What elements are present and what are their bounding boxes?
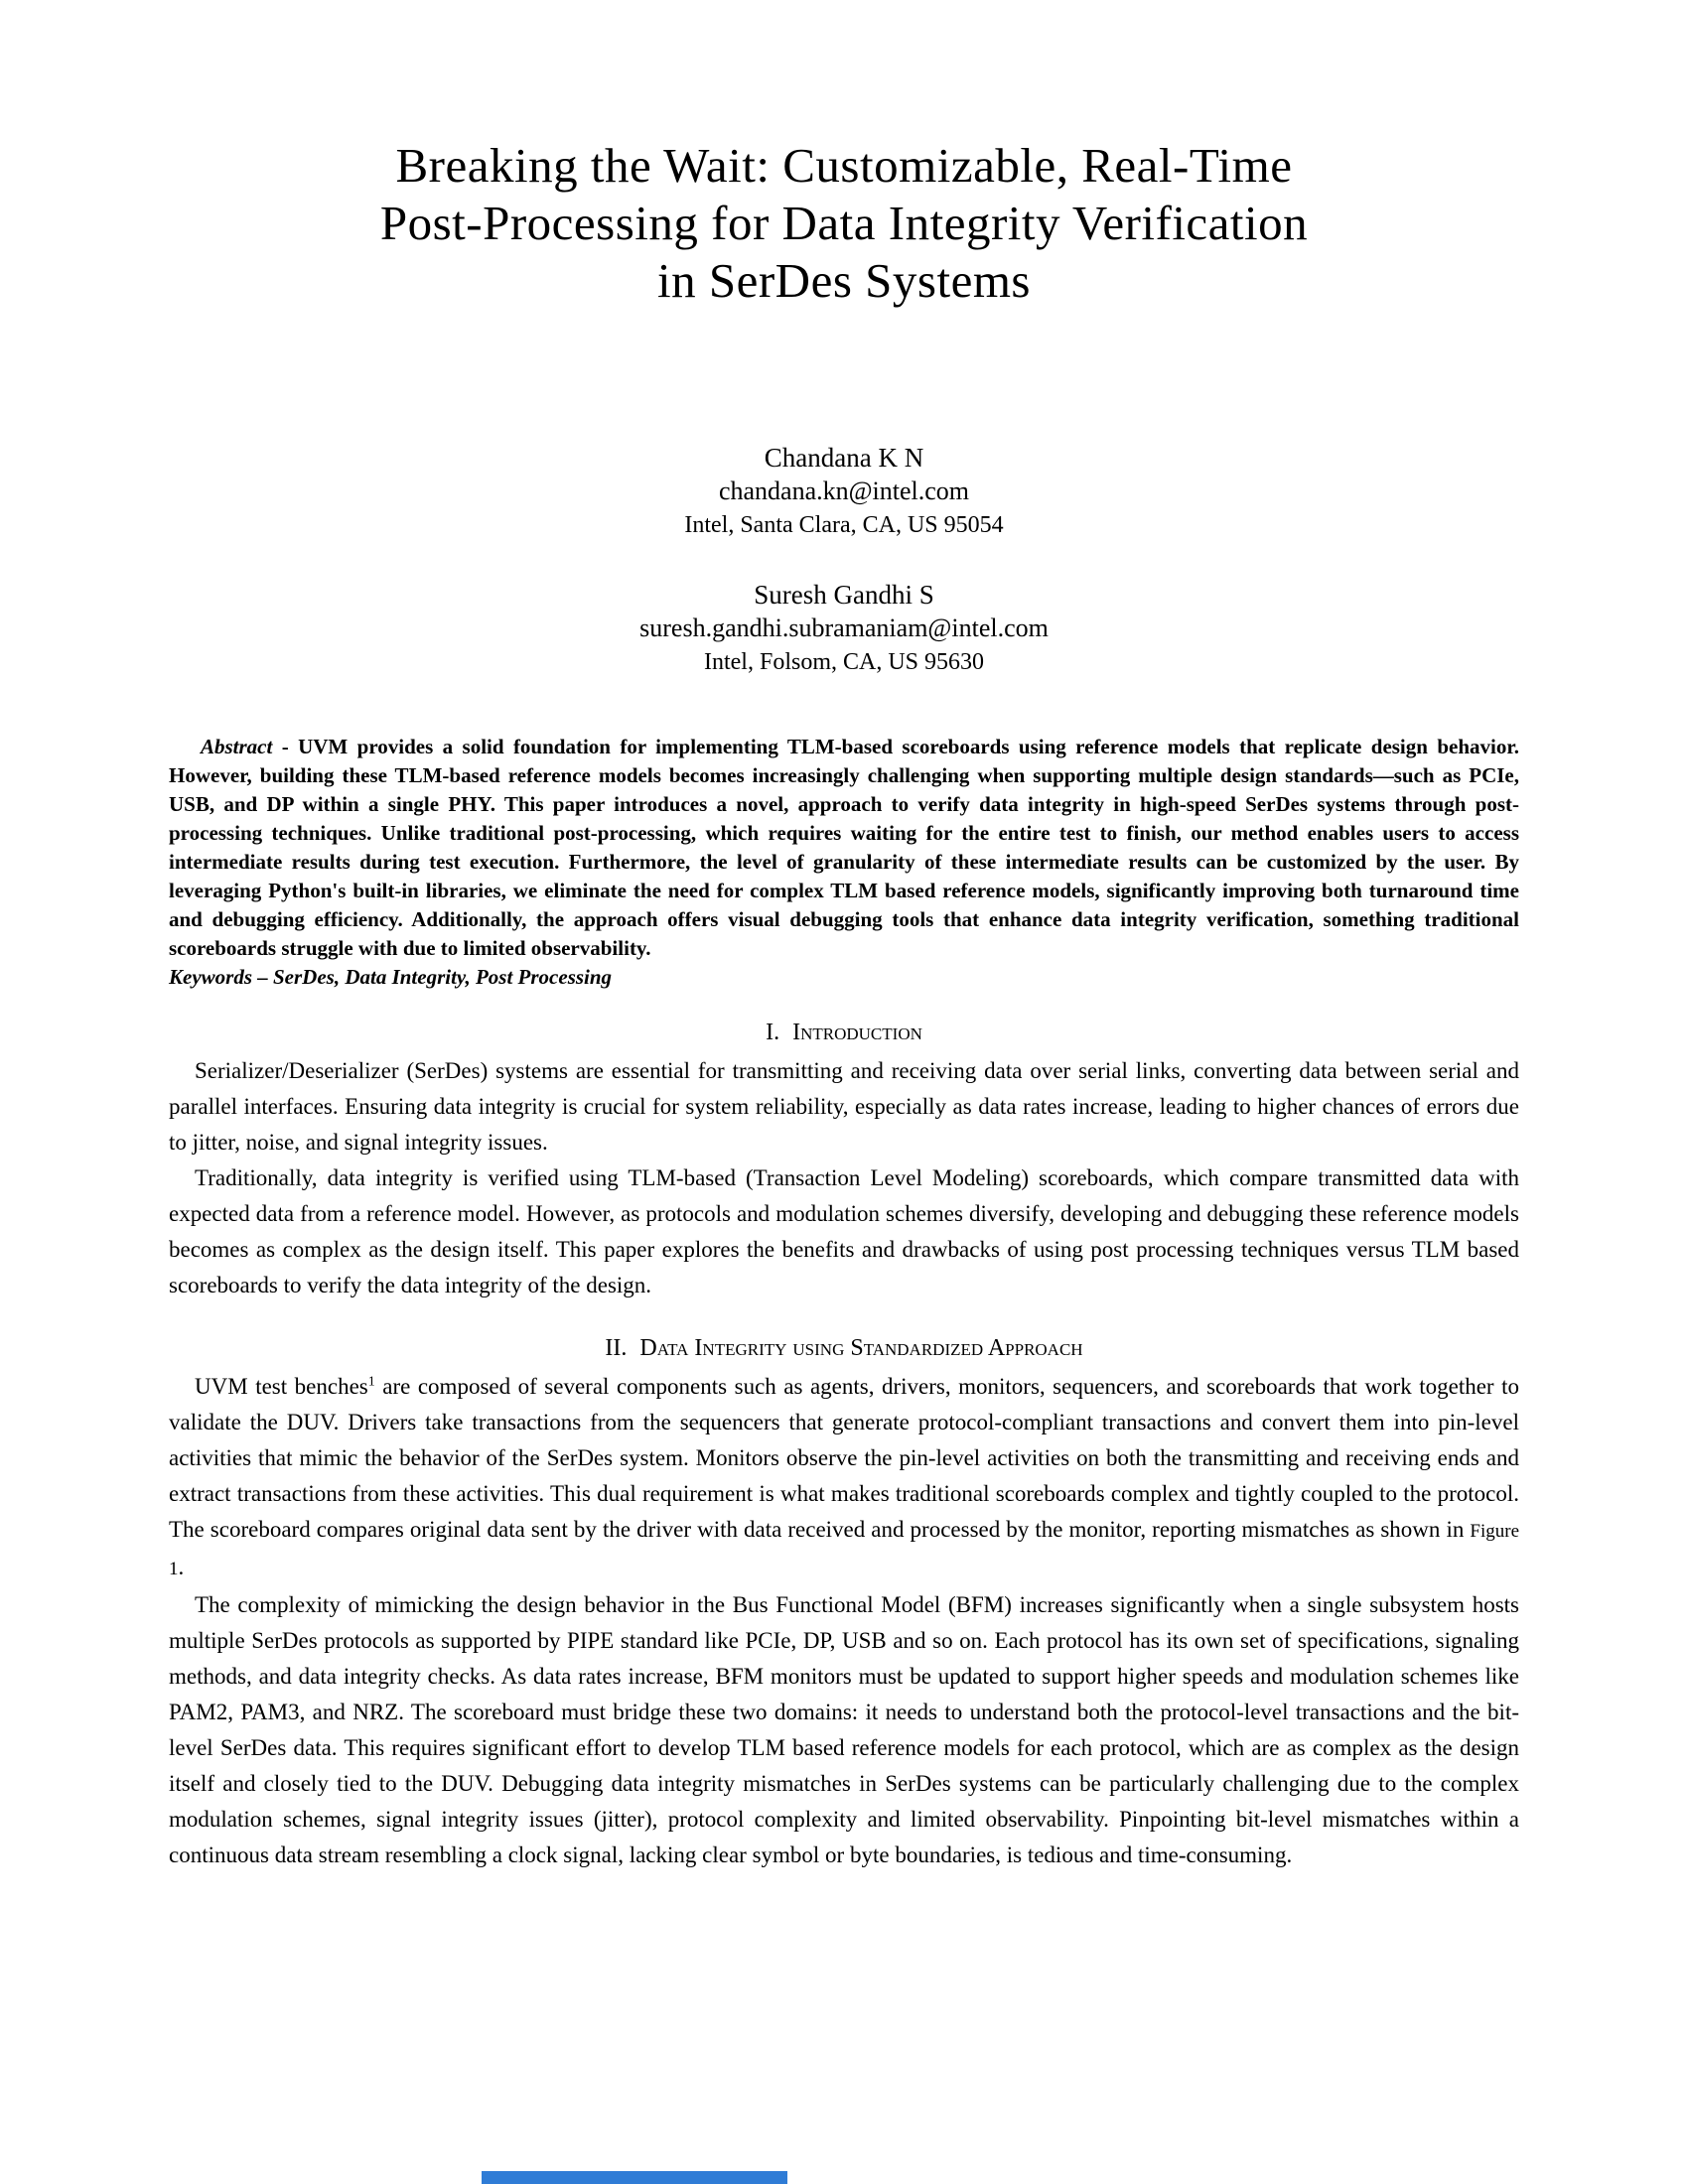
authors-section: [169, 441, 1519, 679]
section-2-heading: [169, 1333, 1519, 1363]
author-2-affiliation: Intel, Folsom, CA, US 95630: [703, 649, 985, 675]
paper-title-line-1: Breaking the Wait: Customizable, Real-Time: [395, 138, 1293, 193]
figure-1-reference: Figure 1: [169, 1521, 1519, 1579]
paper-title: [169, 0, 1519, 310]
author-2-name: Suresh Gandhi S: [754, 580, 934, 610]
section-2-title: Data Integrity using Standardized Approach: [639, 1335, 1083, 1361]
figure-top-fragment: [482, 2171, 787, 2184]
footnote-reference-1: 1: [367, 1374, 375, 1390]
author-block-1: [169, 441, 1519, 542]
author-1-name: Chandana K N: [764, 443, 924, 473]
abstract-text: - UVM provides a solid foundation for implementing TLM-based scoreboards using reference models that replicate design behavior. However, building these TLM-based reference models becomes increasingly challenging when supporting multiple design standards—such as PCIe, USB, and DP within a single PHY. This paper introduces a novel, approach to verify data integrity in high-speed SerDes systems through post-processing techniques. Unlike traditional post-processing, which requires waiting for the entire test to finish, our method enables users to access intermediate results during test execution. Furthermore, the level of granularity of these intermediate results can be customized by the user. By leveraging Python's built-in libraries, we eliminate the need for complex TLM based reference models, significantly improving both turnaround time and debugging efficiency. Additionally, the approach offers visual debugging tools that enhance data integrity verification, something traditional scoreboards struggle with due to limited observability.: [169, 735, 1519, 960]
section-2-paragraph-2: The complexity of mimicking the design behavior in the Bus Functional Model (BFM) increases significantly when a single subsystem hosts multiple SerDes protocols as supported by PIPE standard like PCIe, DP, USB and so on. Each protocol has its own set of specifications, signaling methods, and data integrity checks. As data rates increase, BFM monitors must be updated to support higher speeds and modulation schemes like PAM2, PAM3, and NRZ. The scoreboard must bridge these two domains: it needs to understand both the protocol-level transactions and the bit-level SerDes data. This requires significant effort to develop TLM based reference models for each protocol, which are as complex as the design itself and closely tied to the DUV. Debugging data integrity mismatches in SerDes systems can be particularly challenging due to the complex modulation schemes, signal integrity issues (jitter), protocol complexity and limited observability. Pinpointing bit-level mismatches within a continuous data stream resembling a clock signal, lacking clear symbol or byte boundaries, is tedious and time-consuming.: [169, 1592, 1519, 1867]
intro-paragraph-2: Traditionally, data integrity is verified using TLM-based (Transaction Level Modeling) scoreboards, which compare transmitted data with expected data from a reference model. However, as protocols and modulation schemes diversify, developing and debugging these reference models becomes as complex as the design itself. This paper explores the benefits and drawbacks of using post processing techniques versus TLM based scoreboards to verify the data integrity of the design.: [169, 1165, 1519, 1297]
intro-paragraph-1: Serializer/Deserializer (SerDes) systems are essential for transmitting and receiving data over serial links, converting data between serial and parallel interfaces. Ensuring data integrity is crucial for system reliability, especially as data rates increase, leading to higher chances of errors due to jitter, noise, and signal integrity issues.: [169, 1058, 1519, 1155]
paper-title-line-2: Post-Processing for Data Integrity Verification: [379, 196, 1309, 250]
abstract-paragraph: [169, 733, 1519, 963]
abstract-label: Abstract: [201, 735, 273, 758]
author-block-2: [169, 578, 1519, 679]
section-2-paragraph-1: [169, 1369, 1519, 1587]
paragraph-text: are composed of several components such as agents, drivers, monitors, sequencers, and scoreboards that work together to validate the DUV. Drivers take transactions from the sequencers that generate protocol-compliant transactions and convert them into pin-level activities that mimic the behavior of the SerDes system. Monitors observe the pin-level activities on both the transmitting and receiving ends and extract transactions from these activities. This dual requirement is what makes traditional scoreboards complex and tightly coupled to the protocol. The scoreboard compares original data sent by the driver with data received and processed by the monitor, reporting mismatches as shown in: [169, 1374, 1519, 1542]
paragraph-text: .: [178, 1555, 185, 1579]
author-1-affiliation: Intel, Santa Clara, CA, US 95054: [684, 512, 1004, 538]
author-2-email: suresh.gandhi.subramaniam@intel.com: [639, 614, 1049, 642]
paper-title-line-3: in SerDes Systems: [657, 253, 1031, 308]
paragraph-text: UVM test benches: [195, 1374, 368, 1399]
section-1-number: I.: [766, 1020, 780, 1045]
section-1-title: Introduction: [792, 1020, 922, 1045]
keywords-line: Keywords – SerDes, Data Integrity, Post Processing: [169, 965, 613, 989]
section-1-heading: [169, 1018, 1519, 1047]
section-2-number: II.: [605, 1335, 628, 1361]
author-1-email: chandana.kn@intel.com: [718, 477, 970, 505]
